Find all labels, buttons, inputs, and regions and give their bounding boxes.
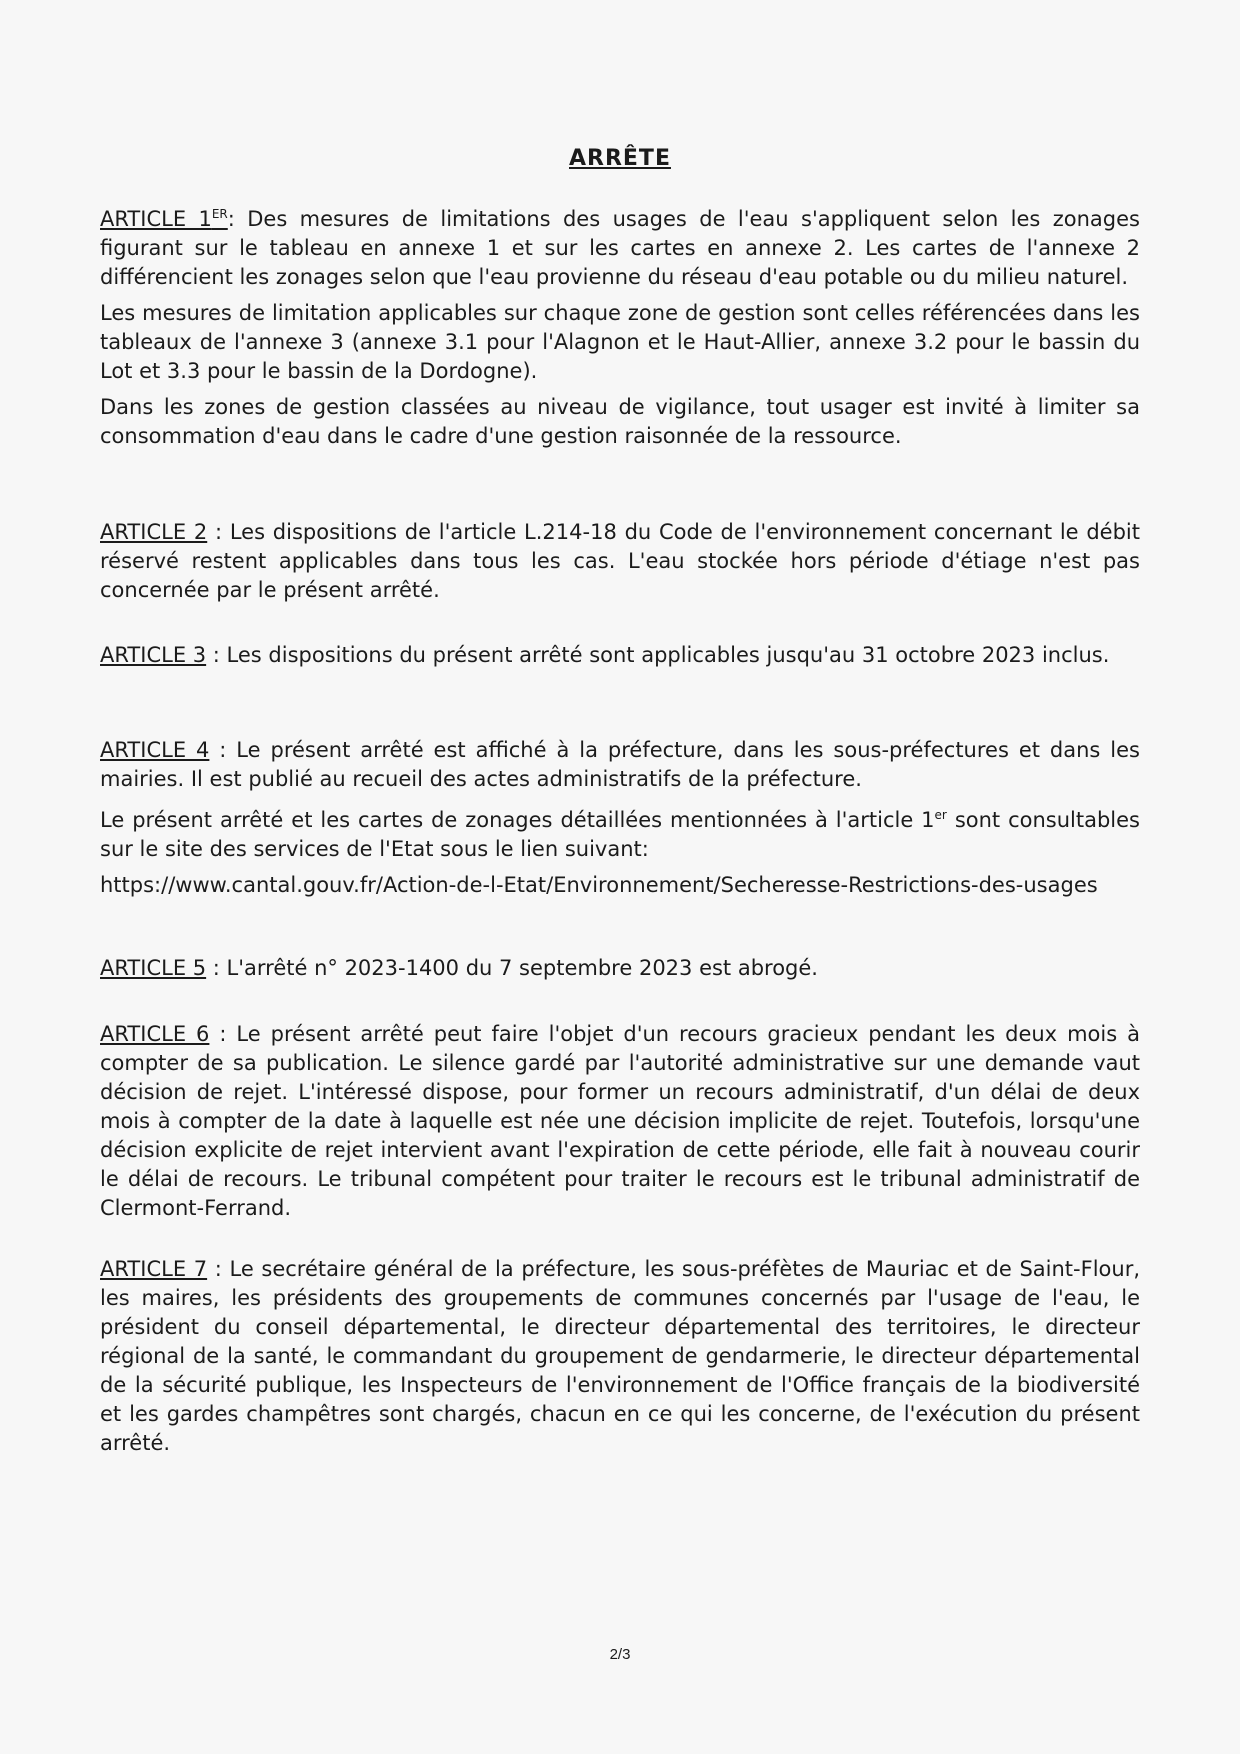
page-number: 2/3 <box>609 1646 631 1663</box>
article-1-text: Des mesures de limitations des usages de l'eau s'appliquent selon les zonages figurant sur le tableau en annexe 1 et sur les cartes en annexe 2. Les cartes de l'annexe 2 différencient les zonages selon que l'eau provienne du réseau d'eau potable ou du milieu naturel. <box>100 207 1140 289</box>
article-7-paragraph <box>100 1255 1140 1458</box>
article-1-superscript: ER <box>211 207 228 221</box>
article-1-paragraph-3: Dans les zones de gestion classées au niveau de vigilance, tout usager est invité à limiter sa consommation d'eau dans le cadre d'une gestion raisonnée de la ressource. <box>100 395 1140 448</box>
article-1-separator: : <box>227 207 235 231</box>
article-4-superscript: er <box>934 808 947 822</box>
article-1-paragraph-1 <box>100 200 1140 292</box>
article-7-label: ARTICLE 7 <box>100 1257 208 1281</box>
article-5-text: : L'arrêté n° 2023-1400 du 7 septembre 2023 est abrogé. <box>206 956 818 980</box>
article-6 <box>100 1020 1140 1223</box>
article-1-label: ARTICLE 1ER <box>100 207 228 231</box>
article-4 <box>100 736 1140 900</box>
article-3-paragraph <box>100 641 1140 670</box>
article-2 <box>100 518 1140 605</box>
document-page <box>100 0 1140 1754</box>
article-7-text: : Le secrétaire général de la préfecture, les sous-préfètes de Mauriac et de Saint-Flour, les maires, les présidents des groupements de communes concernés par l'usage de l'eau, le président du conseil départemental, le directeur départemental des territoires, le directeur régional de la santé, le commandant du groupement de gendarmerie, le directeur départemental de la sécurité publique, les Inspecteurs de l'environnement de l'Office français de la biodiversité et les gardes champêtres sont chargés, chacun en ce qui les concerne, de l'exécution du présent arrêté. <box>100 1257 1140 1455</box>
article-4-label: ARTICLE 4 <box>100 738 210 762</box>
article-6-paragraph <box>100 1020 1140 1223</box>
article-4-paragraph-1 <box>100 736 1140 794</box>
article-2-paragraph <box>100 518 1140 605</box>
article-3 <box>100 641 1140 670</box>
article-1 <box>100 200 1140 451</box>
article-3-label: ARTICLE 3 <box>100 643 207 667</box>
document-title: ARRÊTE <box>569 146 671 171</box>
article-5-paragraph <box>100 954 1140 983</box>
article-2-label: ARTICLE 2 <box>100 520 208 544</box>
article-7 <box>100 1255 1140 1458</box>
article-1-paragraph-2: Les mesures de limitation applicables sur chaque zone de gestion sont celles référencées dans les tableaux de l'annexe 3 (annexe 3.1 pour l'Alagnon et le Haut-Allier, annexe 3.2 pour le bassin du Lot et 3.3 pour le bassin de la Dordogne). <box>100 301 1140 383</box>
article-6-text: : Le présent arrêté peut faire l'objet d'un recours gracieux pendant les deux mois à compter de sa publication. Le silence gardé par l'autorité administrative sur une demande vaut décision de rejet. L'intéressé dispose, pour former un recours administratif, d'un délai de deux mois à compter de la date à laquelle est née une décision implicite de rejet. Toutefois, lorsqu'une décision explicite de rejet intervient avant l'expiration de cette période, elle fait à nouveau courir le délai de recours. Le tribunal compétent pour traiter le recours est le tribunal administratif de Clermont-Ferrand. <box>100 1022 1140 1220</box>
article-4-url: https://www.cantal.gouv.fr/Action-de-l-Etat/Environnement/Secheresse-Restrictions-des-usages <box>100 873 1098 897</box>
article-4-paragraph-2: Le présent arrêté et les cartes de zonages détaillées mentionnées à l'article 1er sont consultables sur le site des services de l'Etat sous le lien suivant: <box>100 808 1140 861</box>
article-6-label: ARTICLE 6 <box>100 1022 210 1046</box>
article-5-label: ARTICLE 5 <box>100 956 207 980</box>
article-5 <box>100 954 1140 983</box>
article-2-text: : Les dispositions de l'article L.214-18 du Code de l'environnement concernant le débit réservé restent applicables dans tous les cas. L'eau stockée hors période d'étiage n'est pas concernée par le présent arrêté. <box>100 520 1140 602</box>
article-4-text: : Le présent arrêté est affiché à la préfecture, dans les sous-préfectures et dans les mairies. Il est publié au recueil des actes administratifs de la préfecture. <box>100 738 1140 791</box>
article-3-text: : Les dispositions du présent arrêté sont applicables jusqu'au 31 octobre 2023 inclus. <box>206 643 1110 667</box>
